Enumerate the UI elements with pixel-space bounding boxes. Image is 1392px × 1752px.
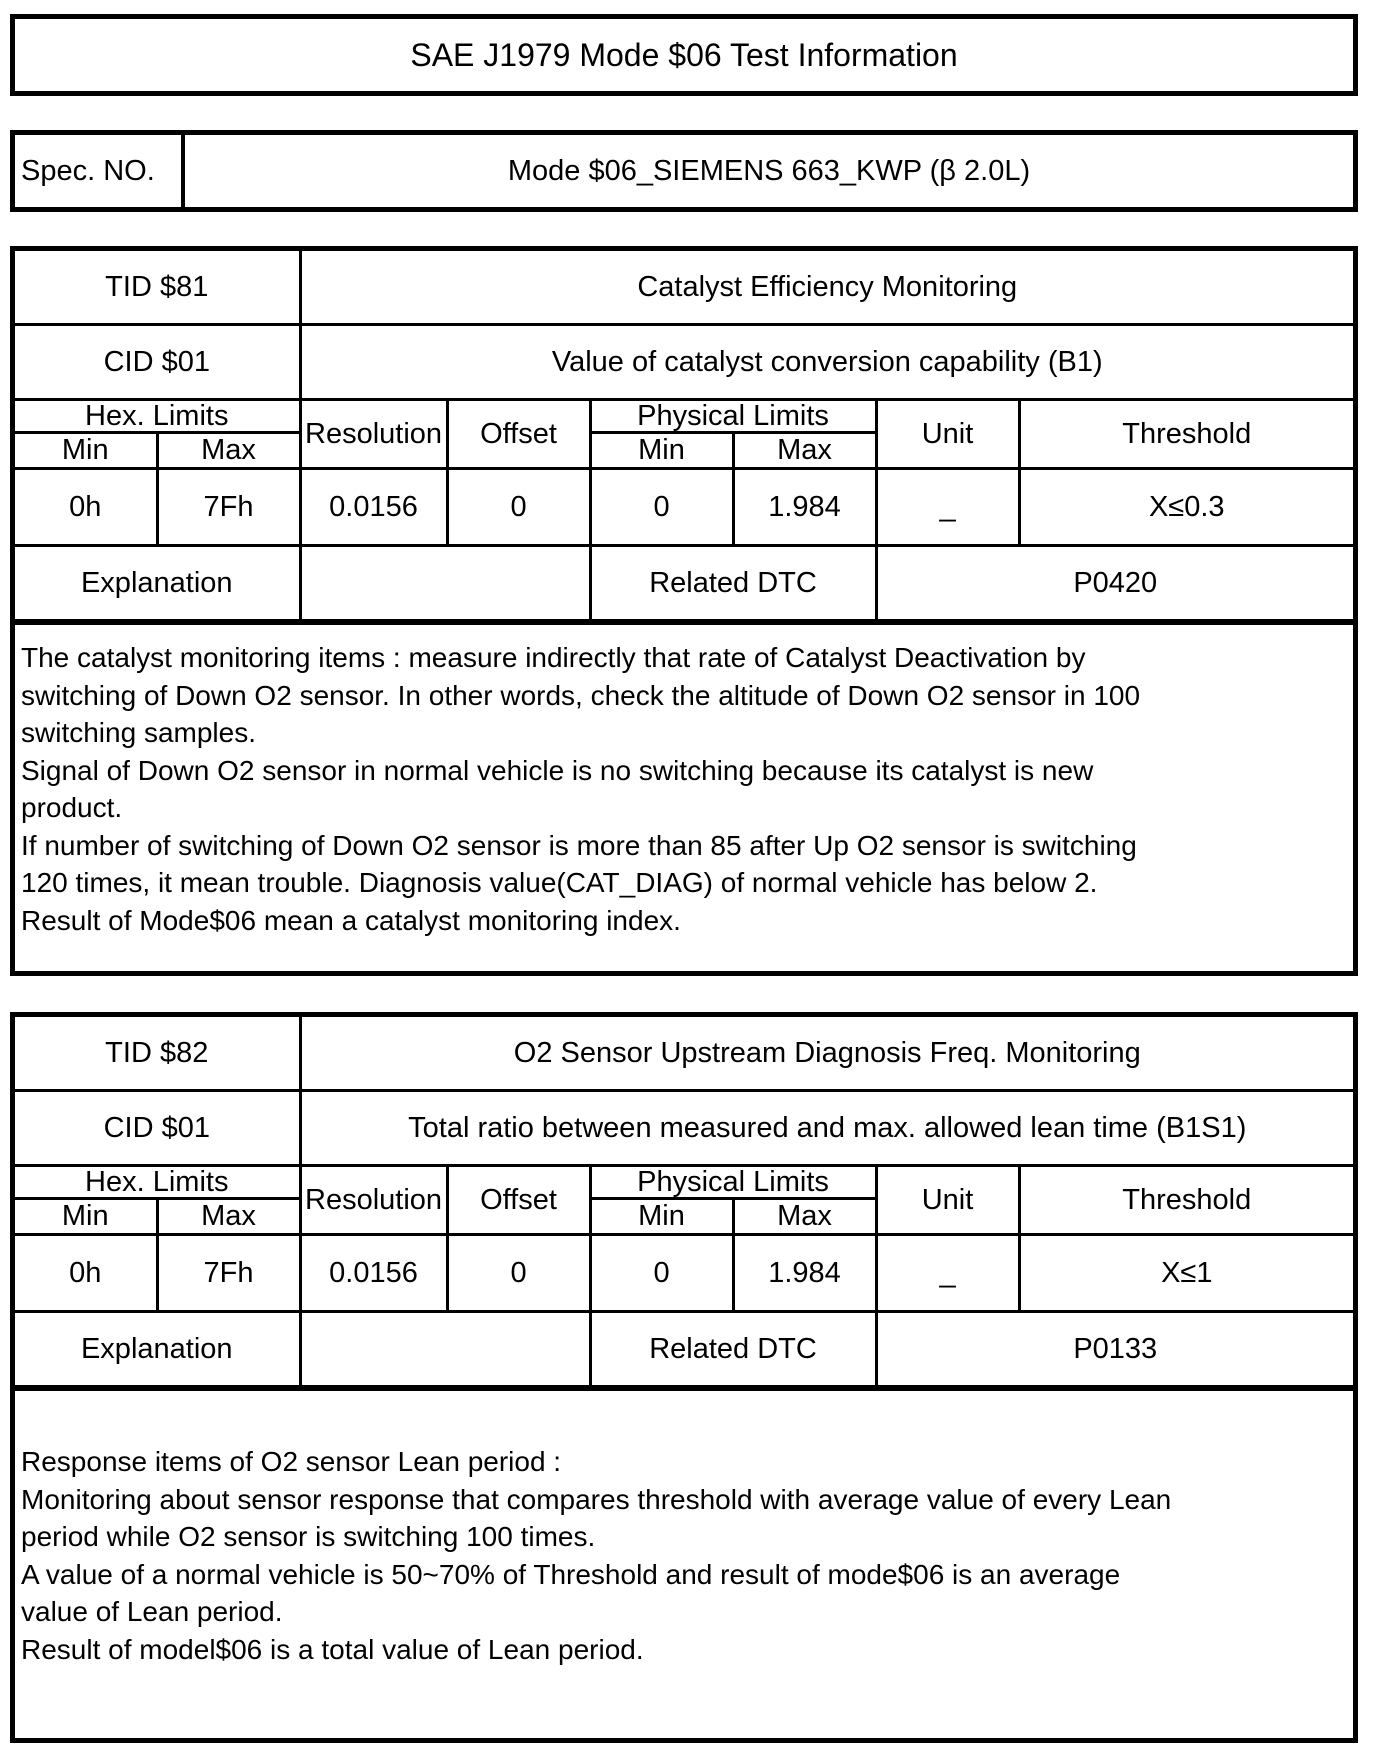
spec-value: Mode $06_SIEMENS 663_KWP (β 2.0L) (507, 154, 1031, 187)
threshold-value: X≤0.3 (1019, 469, 1353, 546)
related-dtc-label: Related DTC (590, 1312, 876, 1387)
description-line: Signal of Down O2 sensor in normal vehicle is no switching because its catalyst is new (21, 754, 1094, 786)
description-text (15, 1388, 1353, 1728)
description-line: product. (21, 792, 123, 823)
related-dtc-value: P0133 (876, 1312, 1353, 1387)
description-line: A value of a normal vehicle is 50~70% of Threshold and result of mode$06 is an average (21, 1558, 1121, 1590)
tid-section-81 (10, 246, 1358, 976)
hex-max-header: Max (157, 1199, 300, 1235)
cid-label: CID $01 (15, 1091, 300, 1166)
tid-description: Catalyst Efficiency Monitoring (300, 251, 1353, 325)
description-line: Monitoring about sensor response that compares threshold with average value of every Lean (21, 1483, 1172, 1515)
cid-description: Value of catalyst conversion capability (B1) (300, 325, 1353, 400)
cid-label: CID $01 (15, 325, 300, 400)
offset-value: 0 (447, 1235, 590, 1312)
description-line: switching of Down O2 sensor. In other words, check the altitude of Down O2 sensor in 100 (21, 679, 1141, 711)
explanation-value (300, 1312, 590, 1387)
tid-label: TID $82 (15, 1017, 300, 1091)
description-text (15, 622, 1353, 962)
physical-limits-header: Physical Limits (590, 400, 876, 433)
description-line: switching samples. (21, 717, 256, 748)
offset-value: 0 (447, 469, 590, 546)
test-table (15, 1017, 1353, 1388)
tid-section-82 (10, 1012, 1358, 1743)
phys-min-value: 0 (590, 469, 733, 546)
hex-min-value: 0h (15, 469, 157, 546)
hex-max-header: Max (157, 433, 300, 469)
phys-max-value: 1.984 (733, 1235, 876, 1312)
resolution-header: Resolution (300, 400, 447, 469)
cid-description: Total ratio between measured and max. allowed lean time (B1S1) (300, 1091, 1353, 1166)
test-table (15, 251, 1353, 622)
phys-min-header: Min (590, 1199, 733, 1235)
unit-value: _ (876, 469, 1019, 546)
description-line: Result of Mode$06 mean a catalyst monitoring index. (21, 904, 681, 936)
hex-min-header: Min (15, 1199, 157, 1235)
resolution-value: 0.0156 (300, 469, 447, 546)
description-line: Response items of O2 sensor Lean period : (21, 1446, 562, 1477)
tid-label: TID $81 (15, 251, 300, 325)
unit-header: Unit (876, 400, 1019, 469)
phys-max-header: Max (733, 433, 876, 469)
page-title: SAE J1979 Mode $06 Test Information (10, 14, 1358, 96)
phys-min-value: 0 (590, 1235, 733, 1312)
explanation-label: Explanation (15, 546, 300, 621)
hex-limits-header: Hex. Limits (15, 1166, 300, 1199)
description-line: The catalyst monitoring items : measure indirectly that rate of Catalyst Deactivation by (21, 642, 1086, 673)
related-dtc-label: Related DTC (590, 546, 876, 621)
unit-value: _ (876, 1235, 1019, 1312)
hex-min-value: 0h (15, 1235, 157, 1312)
resolution-value: 0.0156 (300, 1235, 447, 1312)
hex-max-value: 7Fh (157, 469, 300, 546)
phys-max-value: 1.984 (733, 469, 876, 546)
phys-max-header: Max (733, 1199, 876, 1235)
description-line: period while O2 sensor is switching 100 times. (21, 1521, 596, 1552)
spec-box (10, 130, 1358, 212)
description-line: Result of model$06 is a total value of Lean period. (21, 1633, 644, 1665)
threshold-header: Threshold (1019, 400, 1353, 469)
spec-label: Spec. NO. (15, 135, 185, 207)
threshold-value: X≤1 (1019, 1235, 1353, 1312)
explanation-value (300, 546, 590, 621)
offset-header: Offset (447, 400, 590, 469)
description-line: If number of switching of Down O2 sensor is more than 85 after Up O2 sensor is switching (21, 829, 1137, 861)
physical-limits-header: Physical Limits (590, 1166, 876, 1199)
offset-header: Offset (447, 1166, 590, 1235)
related-dtc-value: P0420 (876, 546, 1353, 621)
phys-min-header: Min (590, 433, 733, 469)
hex-max-value: 7Fh (157, 1235, 300, 1312)
hex-limits-header: Hex. Limits (15, 400, 300, 433)
resolution-header: Resolution (300, 1166, 447, 1235)
explanation-label: Explanation (15, 1312, 300, 1387)
tid-description: O2 Sensor Upstream Diagnosis Freq. Monitoring (300, 1017, 1353, 1091)
description-line: 120 times, it mean trouble. Diagnosis value(CAT_DIAG) of normal vehicle has below 2. (21, 867, 1098, 898)
unit-header: Unit (876, 1166, 1019, 1235)
threshold-header: Threshold (1019, 1166, 1353, 1235)
hex-min-header: Min (15, 433, 157, 469)
description-line: value of Lean period. (21, 1596, 283, 1627)
